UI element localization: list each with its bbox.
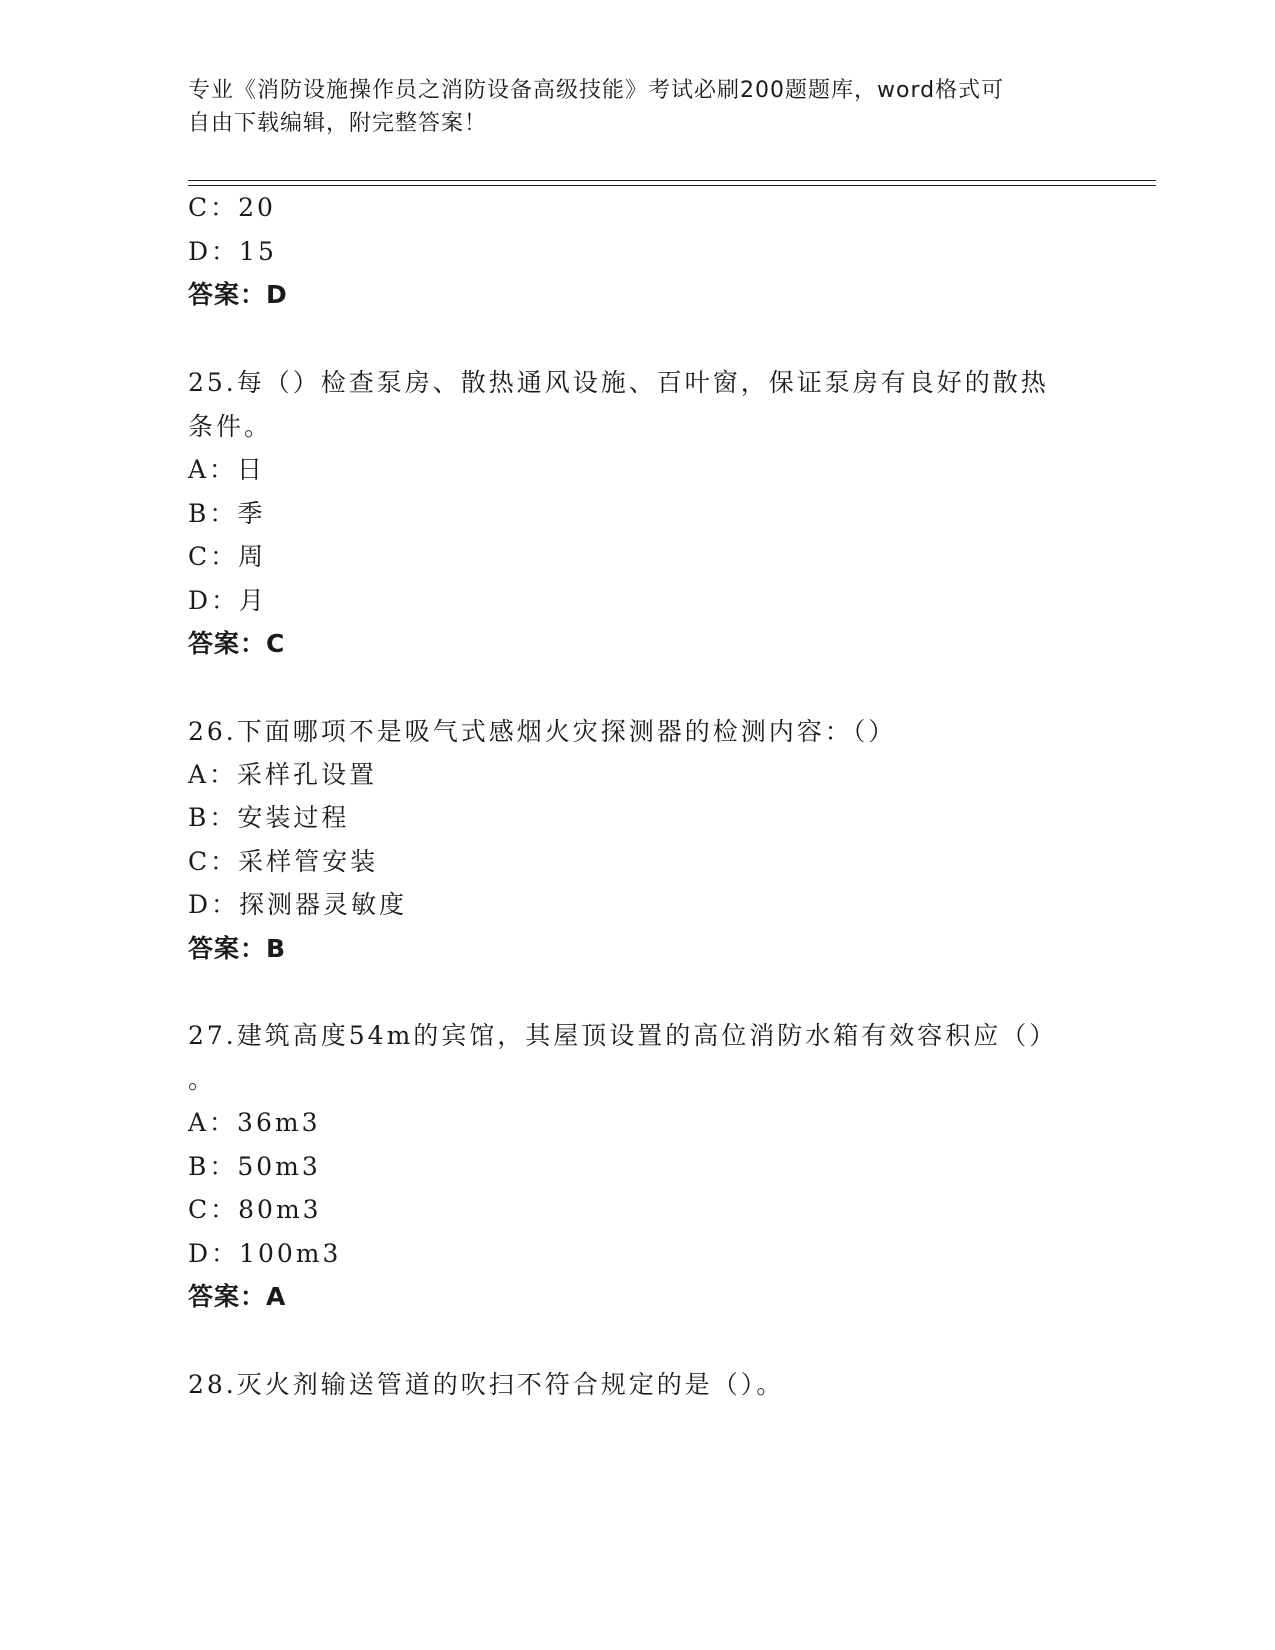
header-line-2: 自由下载编辑，附完整答案！ — [188, 111, 488, 136]
q26-option-d: D：探测器灵敏度 — [188, 890, 408, 919]
q26-option-c: C：采样管安装 — [188, 847, 379, 876]
q26-option-b: B：安装过程 — [188, 803, 350, 832]
q25-option-a: A：日 — [188, 455, 266, 484]
q28-stem-line-1: 28.灭火剂输送管道的吹扫不符合规定的是（）。 — [188, 1370, 785, 1399]
q25-stem-line-1: 25.每（）检查泵房、散热通风设施、百叶窗，保证泵房有良好的散热 — [188, 368, 1049, 397]
q27-option-c: C：80m3 — [188, 1195, 322, 1224]
q25-option-b: B：季 — [188, 499, 266, 528]
prev-answer: 答案：D — [188, 280, 288, 309]
q27-option-a: A：36m3 — [188, 1108, 321, 1137]
q27-stem-line-2: 。 — [188, 1065, 217, 1094]
q26-answer: 答案：B — [188, 934, 287, 963]
q25-option-c: C：周 — [188, 542, 267, 571]
header-divider-bottom — [188, 185, 1156, 186]
q25-stem-line-2: 条件。 — [188, 412, 273, 441]
header-divider-top — [188, 180, 1156, 181]
document-header — [188, 74, 1088, 140]
q27-option-b: B：50m3 — [188, 1152, 321, 1181]
q26-option-a: A：采样孔设置 — [188, 760, 378, 789]
q25-answer: 答案：C — [188, 629, 286, 658]
q26-stem-line-1: 26.下面哪项不是吸气式感烟火灾探测器的检测内容：（） — [188, 717, 897, 746]
q27-stem-line-1: 27.建筑高度54m的宾馆，其屋顶设置的高位消防水箱有效容积应（） — [188, 1021, 1058, 1050]
q25-option-d: D：月 — [188, 586, 268, 615]
prev-option-c: C：20 — [188, 193, 276, 222]
prev-option-d: D：15 — [188, 237, 277, 266]
header-line-1: 专业《消防设施操作员之消防设备高级技能》考试必刷200题题库，word格式可 — [188, 78, 1005, 103]
q27-answer: 答案：A — [188, 1282, 287, 1311]
q27-option-d: D：100m3 — [188, 1239, 342, 1268]
